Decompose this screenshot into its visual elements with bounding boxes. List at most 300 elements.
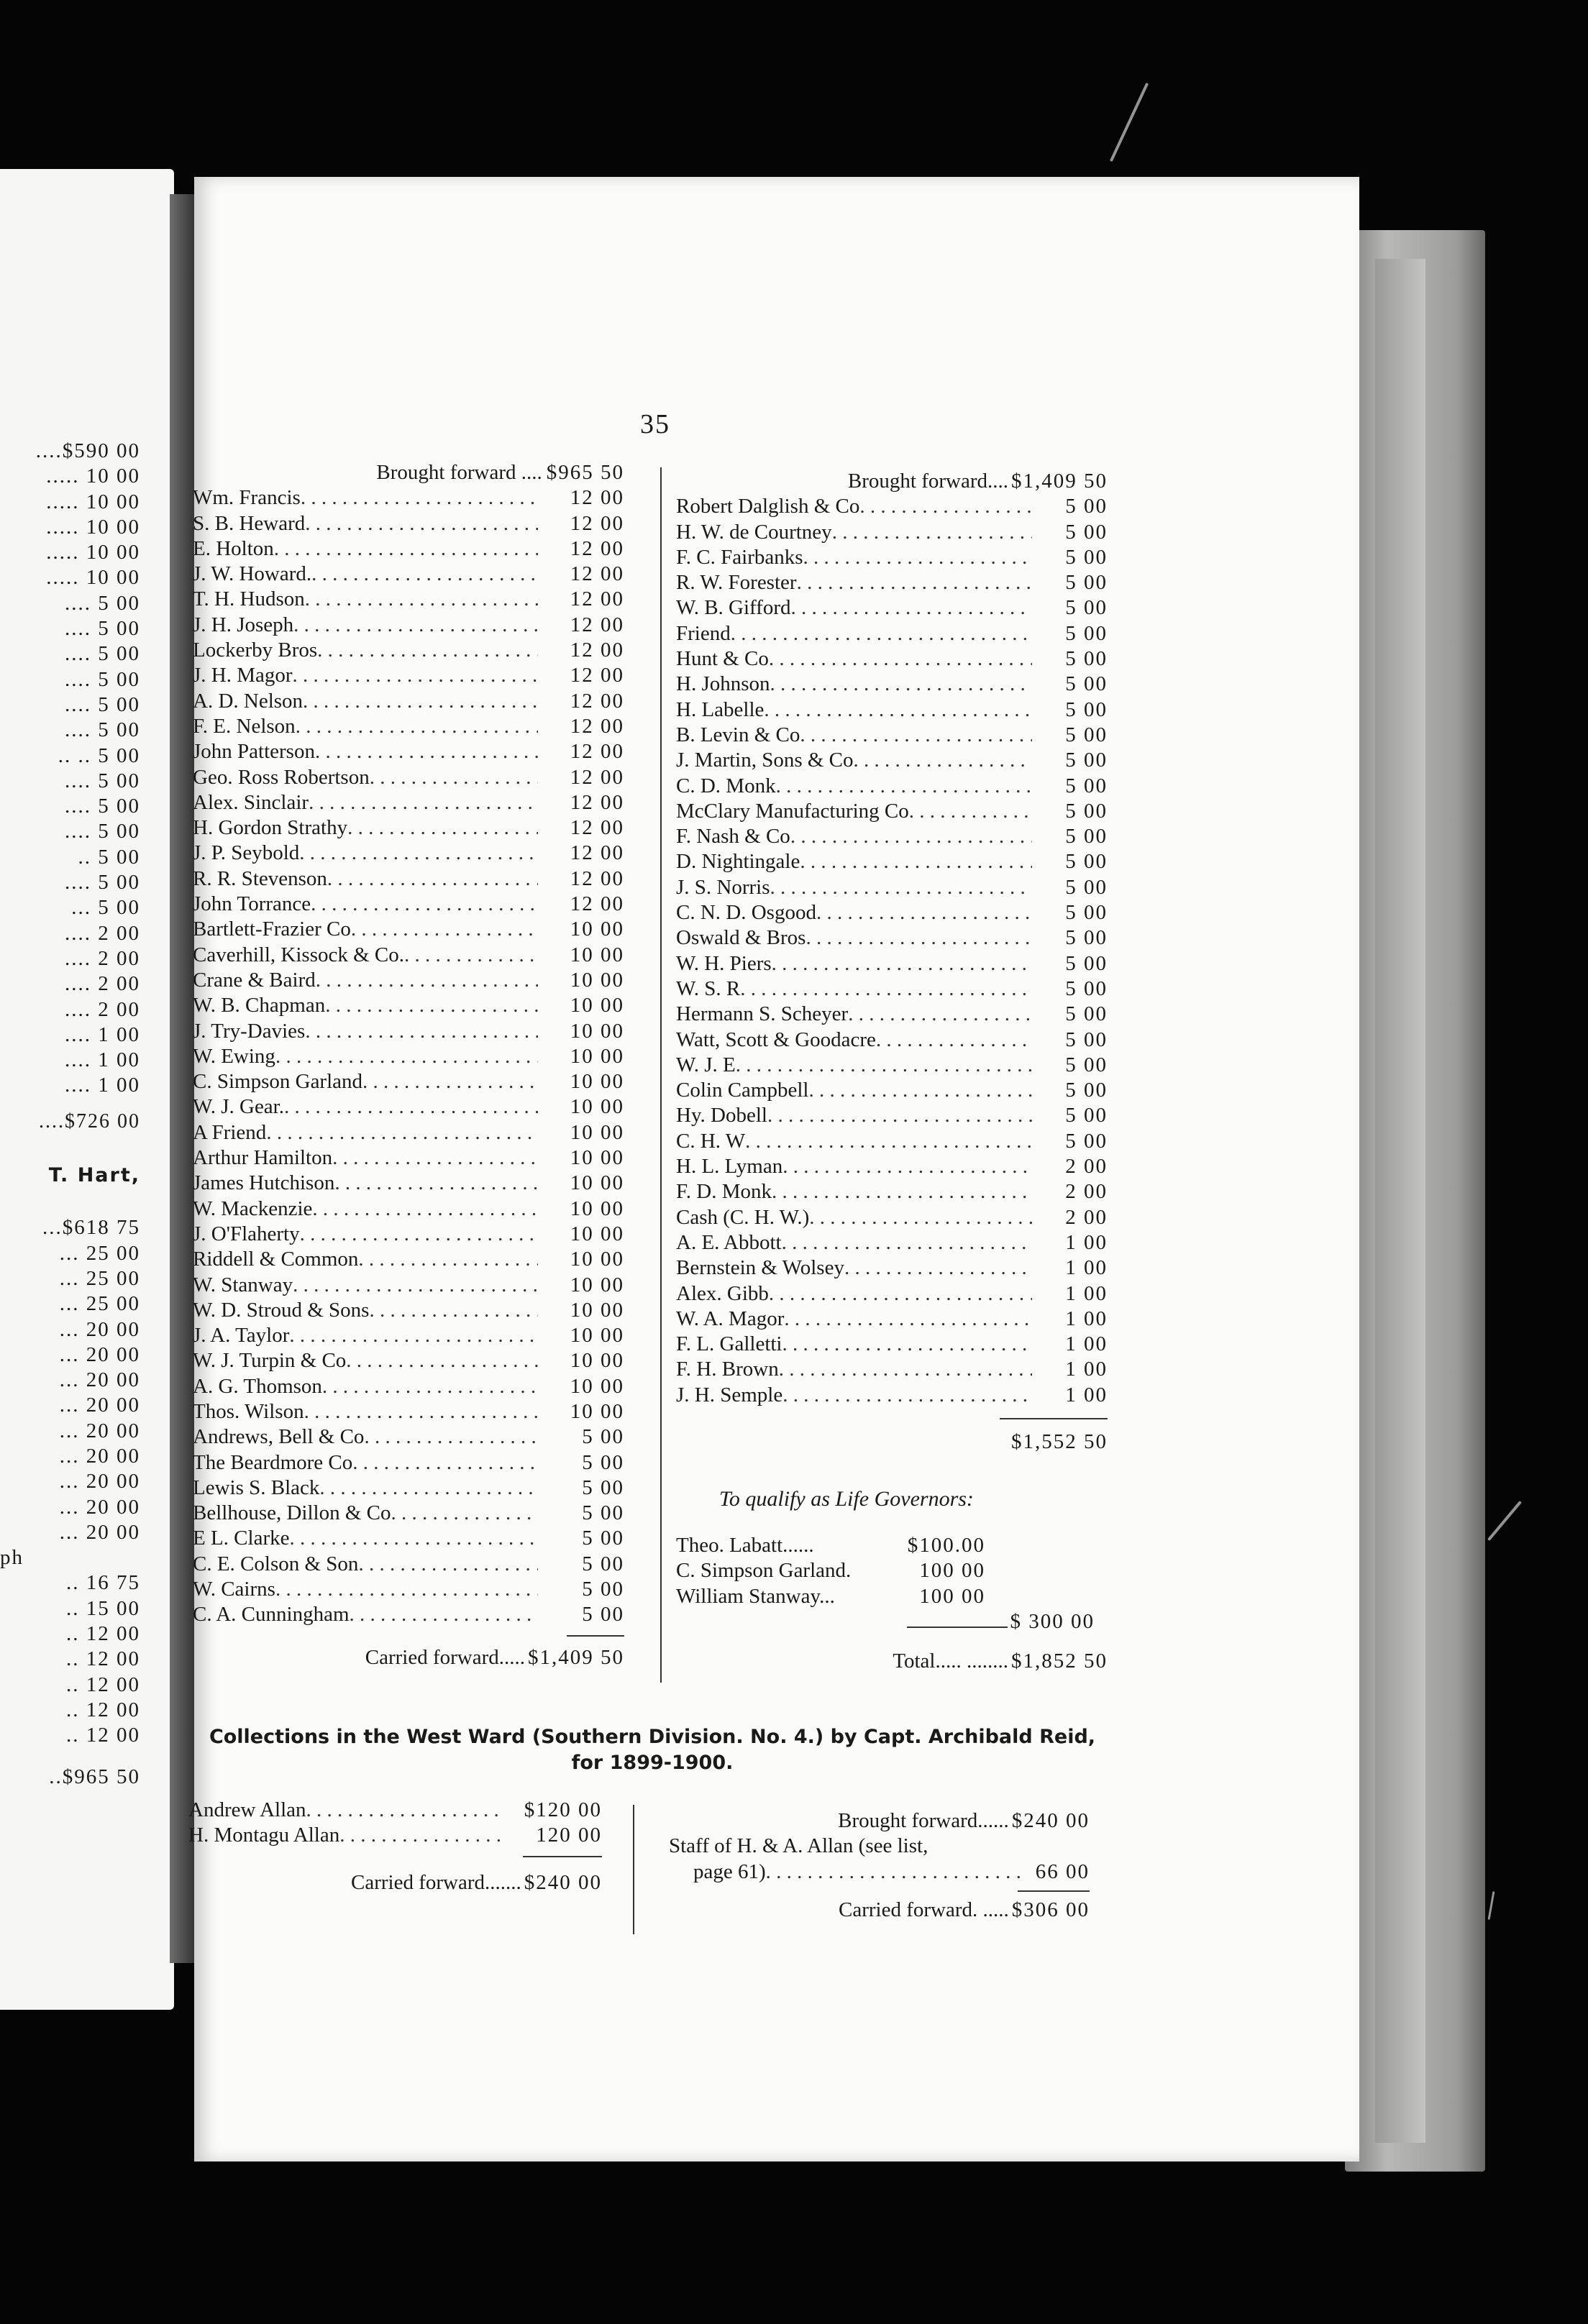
left-fragment-line: ..... 10 00 bbox=[46, 566, 140, 590]
donor-amount: 10 00 bbox=[570, 994, 624, 1017]
left-fragment-line: .. 15 00 bbox=[66, 1596, 140, 1620]
west-ward-right-carried-label: Carried forward. ..... bbox=[839, 1898, 1009, 1921]
left-fragment-line: .... 1 00 bbox=[65, 1023, 140, 1046]
leader-dots bbox=[315, 739, 538, 764]
left-fragment-list bbox=[0, 439, 140, 1099]
left-fragment-line: ... 20 00 bbox=[59, 1368, 140, 1392]
donor-row bbox=[676, 951, 1108, 976]
donor-row bbox=[676, 1103, 1108, 1128]
donor-name: Bartlett-Frazier Co bbox=[193, 918, 351, 941]
donor-name: Andrews, Bell & Co bbox=[193, 1425, 365, 1449]
donor-amount: 10 00 bbox=[570, 1070, 624, 1094]
donor-name: The Beardmore Co bbox=[193, 1450, 353, 1474]
donor-row bbox=[193, 638, 624, 663]
subtotal-amount: $1,552 50 bbox=[1011, 1429, 1108, 1453]
left-fragment-line: .... 5 00 bbox=[65, 871, 140, 895]
donor-name: C. E. Colson & Son bbox=[193, 1552, 359, 1575]
donor-amount: 10 00 bbox=[570, 1095, 624, 1119]
left-fragment-line: .. 12 00 bbox=[66, 1647, 140, 1671]
donor-amount: 10 00 bbox=[570, 1019, 624, 1043]
west-ward-right-rule bbox=[1018, 1890, 1090, 1892]
left-fragment-line: ... 5 00 bbox=[71, 896, 140, 920]
leader-dots bbox=[312, 1197, 538, 1222]
donor-amount: 10 00 bbox=[570, 1349, 624, 1373]
donor-row bbox=[676, 824, 1108, 849]
donor-amount: 5 00 bbox=[1065, 976, 1108, 1000]
left-fragment-line: .... 1 00 bbox=[65, 1048, 140, 1072]
donor-name: H. L. Lyman bbox=[676, 1155, 783, 1179]
leader-dots bbox=[797, 570, 1032, 595]
leader-dots bbox=[358, 1552, 538, 1577]
left-fragment-line: ... 20 00 bbox=[59, 1520, 140, 1544]
leader-dots bbox=[806, 925, 1032, 951]
leader-dots bbox=[782, 1332, 1033, 1357]
donor-amount: 10 00 bbox=[570, 1374, 624, 1398]
left-fragment-line: .. .. 5 00 bbox=[58, 744, 140, 767]
leader-dots bbox=[299, 841, 538, 866]
leader-dots bbox=[266, 1120, 538, 1145]
leader-dots bbox=[844, 1255, 1032, 1281]
donor-amount: 5 00 bbox=[582, 1476, 624, 1499]
donor-name: J. P. Seybold bbox=[193, 841, 300, 865]
brought-forward-row bbox=[676, 469, 1108, 494]
donor-name: W. A. Magor bbox=[676, 1307, 785, 1330]
leader-dots bbox=[346, 1348, 538, 1373]
donor-amount: $120 00 bbox=[524, 1798, 602, 1821]
donor-row bbox=[193, 689, 624, 714]
donor-amount: 5 00 bbox=[1065, 875, 1108, 899]
donor-row bbox=[193, 892, 624, 917]
west-ward-heading-line2: for 1899-1900. bbox=[571, 1752, 734, 1774]
donor-name: J. H. Joseph bbox=[193, 613, 294, 636]
donor-name: J. O'Flaherty bbox=[193, 1222, 300, 1245]
donor-amount: 12 00 bbox=[570, 689, 624, 713]
donor-row bbox=[676, 646, 1108, 672]
donor-amount: 5 00 bbox=[1065, 1104, 1108, 1127]
donor-row bbox=[193, 663, 624, 688]
donor-row bbox=[188, 1823, 602, 1848]
donor-row bbox=[676, 1078, 1108, 1103]
donor-row bbox=[193, 968, 624, 993]
donor-amount: 5 00 bbox=[1065, 1028, 1108, 1051]
left-fragment-line: ... 20 00 bbox=[59, 1419, 140, 1442]
donor-amount: 12 00 bbox=[570, 639, 624, 662]
donor-amount: 10 00 bbox=[570, 1298, 624, 1322]
donor-name: W. J. E bbox=[676, 1053, 736, 1076]
leader-dots bbox=[776, 774, 1032, 799]
donor-name: J. A. Taylor bbox=[193, 1324, 290, 1348]
donor-amount: 5 00 bbox=[1065, 1129, 1108, 1153]
donor-name: Oswald & Bros bbox=[676, 926, 806, 950]
west-ward-right-carried-amount: $306 00 bbox=[1011, 1898, 1090, 1921]
left-fragment-line: ... 20 00 bbox=[59, 1394, 140, 1417]
donor-amount: 10 00 bbox=[570, 943, 624, 966]
donor-name: C. N. D. Osgood bbox=[676, 901, 816, 925]
leader-dots bbox=[772, 951, 1032, 976]
donor-name: F. Nash & Co bbox=[676, 825, 790, 848]
leader-dots bbox=[769, 646, 1032, 672]
donor-amount: 5 00 bbox=[1065, 596, 1108, 620]
donor-row bbox=[193, 1552, 624, 1577]
donor-amount: 12 00 bbox=[570, 511, 624, 535]
left-fragment-heading: T. Hart, bbox=[48, 1164, 140, 1187]
donor-amount: 5 00 bbox=[1065, 697, 1108, 721]
donor-amount: 5 00 bbox=[1065, 545, 1108, 569]
left-fragment-line: ... 20 00 bbox=[59, 1444, 140, 1468]
donor-amount: 5 00 bbox=[1065, 1079, 1108, 1102]
leader-dots bbox=[790, 824, 1032, 849]
leader-dots bbox=[859, 494, 1032, 519]
donor-amount: 12 00 bbox=[570, 790, 624, 814]
leader-dots bbox=[352, 1450, 538, 1476]
leader-dots bbox=[284, 1094, 538, 1120]
left-fragment-line: ... 25 00 bbox=[59, 1241, 140, 1265]
donor-amount: 10 00 bbox=[570, 1171, 624, 1195]
donor-name: R. R. Stevenson bbox=[193, 866, 327, 890]
donor-row bbox=[676, 976, 1108, 1002]
donor-amount: 5 00 bbox=[1065, 647, 1108, 671]
donor-name: Alex. Gibb bbox=[676, 1281, 769, 1305]
donor-amount: 10 00 bbox=[570, 1222, 624, 1245]
donor-amount: 12 00 bbox=[570, 765, 624, 789]
left-fragment-line: .... 5 00 bbox=[65, 591, 140, 615]
left-fragment-line: ... 25 00 bbox=[59, 1266, 140, 1290]
donor-row bbox=[193, 815, 624, 841]
grand-total-row bbox=[676, 1649, 1108, 1674]
donor-row bbox=[193, 536, 624, 562]
donor-row bbox=[676, 774, 1108, 799]
leader-dots bbox=[782, 1230, 1032, 1255]
west-ward-left-column bbox=[188, 1798, 602, 1895]
life-governor-name: C. Simpson Garland. bbox=[676, 1559, 852, 1583]
left-fragment-line: .... 2 00 bbox=[65, 972, 140, 996]
donor-amount: 5 00 bbox=[582, 1578, 624, 1601]
donor-amount: 5 00 bbox=[582, 1552, 624, 1575]
donor-name: Friend bbox=[676, 621, 731, 645]
donor-row bbox=[676, 570, 1108, 595]
life-governor-row bbox=[676, 1533, 985, 1558]
donor-amount: 5 00 bbox=[1065, 825, 1108, 848]
donor-row bbox=[193, 943, 624, 968]
donor-row bbox=[193, 765, 624, 790]
scratch-mark bbox=[1110, 83, 1149, 162]
donor-row bbox=[676, 1028, 1108, 1053]
left-fragment-column bbox=[0, 439, 140, 1790]
donor-name: Hunt & Co bbox=[676, 647, 769, 671]
leader-dots bbox=[809, 1205, 1032, 1230]
left-fragment-line: .... 1 00 bbox=[65, 1074, 140, 1097]
subtotal-row bbox=[676, 1429, 1108, 1455]
west-ward-staff-amount: 66 00 bbox=[1035, 1859, 1090, 1883]
donor-row bbox=[193, 1247, 624, 1272]
leader-dots bbox=[832, 520, 1032, 545]
brought-forward-label: Brought forward .... bbox=[376, 461, 542, 484]
donor-name: James Hutchison bbox=[193, 1171, 335, 1195]
donor-row bbox=[193, 790, 624, 815]
life-governor-row bbox=[676, 1584, 985, 1609]
leader-dots bbox=[311, 892, 538, 917]
donor-list-right bbox=[676, 494, 1108, 1408]
life-governors-rule bbox=[907, 1627, 1008, 1628]
donor-row bbox=[676, 1357, 1108, 1382]
west-ward-staff-line1: Staff of H. & A. Allan (see list, bbox=[669, 1834, 928, 1858]
leader-dots bbox=[876, 1028, 1032, 1053]
donor-row bbox=[193, 1374, 624, 1399]
left-fragment-line: .. 12 00 bbox=[66, 1622, 140, 1646]
donor-row bbox=[676, 621, 1108, 646]
donor-amount: 5 00 bbox=[1065, 1002, 1108, 1026]
donor-amount: 2 00 bbox=[1065, 1180, 1108, 1204]
left-fragment-line: ...$618 75 bbox=[42, 1216, 140, 1240]
leader-dots bbox=[289, 1526, 538, 1551]
donor-amount: 5 00 bbox=[582, 1501, 624, 1525]
donor-amount: 5 00 bbox=[582, 1527, 624, 1550]
donor-name: John Patterson bbox=[193, 740, 315, 764]
donor-amount: 12 00 bbox=[570, 892, 624, 916]
left-fragment-line: .. 5 00 bbox=[78, 845, 140, 869]
left-fragment-line: ... 20 00 bbox=[59, 1470, 140, 1493]
donor-amount: 10 00 bbox=[570, 1324, 624, 1348]
left-fragment-line: ..... 10 00 bbox=[46, 465, 140, 488]
leader-dots bbox=[322, 1374, 538, 1399]
donor-row bbox=[193, 841, 624, 866]
donor-amount: 5 00 bbox=[1065, 723, 1108, 746]
leader-dots bbox=[769, 1281, 1032, 1307]
west-ward-right-brought-row bbox=[669, 1808, 1090, 1834]
donor-name: W. Cairns bbox=[193, 1578, 275, 1601]
donor-amount: 5 00 bbox=[1065, 799, 1108, 823]
leader-dots bbox=[391, 1501, 539, 1526]
donor-name: W. B. Chapman bbox=[193, 994, 326, 1017]
carried-forward-amount: $1,409 50 bbox=[528, 1645, 624, 1669]
leader-dots bbox=[848, 1002, 1032, 1027]
donor-amount: 12 00 bbox=[570, 816, 624, 840]
donor-amount: 10 00 bbox=[570, 1273, 624, 1296]
donor-amount: 10 00 bbox=[570, 1248, 624, 1271]
donor-row bbox=[193, 1399, 624, 1424]
leader-dots bbox=[306, 1798, 506, 1823]
leader-dots bbox=[782, 1154, 1032, 1179]
donor-amount: 1 00 bbox=[1065, 1358, 1108, 1381]
donor-row bbox=[193, 1526, 624, 1551]
grand-total-label: Total..... ........ bbox=[893, 1650, 1008, 1673]
donor-name: F. D. Monk bbox=[676, 1180, 772, 1204]
leader-dots bbox=[334, 1171, 538, 1196]
donor-amount: 12 00 bbox=[570, 740, 624, 764]
leader-dots bbox=[362, 1069, 538, 1094]
donor-row bbox=[193, 714, 624, 739]
donor-amount: 5 00 bbox=[1065, 901, 1108, 925]
leader-dots bbox=[364, 1424, 538, 1450]
life-governor-name: William Stanway... bbox=[676, 1584, 835, 1608]
donor-name: W. D. Stroud & Sons bbox=[193, 1298, 370, 1322]
west-ward-right-brought-amount: $240 00 bbox=[1011, 1809, 1090, 1832]
donor-row bbox=[676, 799, 1108, 824]
donor-name: Watt, Scott & Goodacre bbox=[676, 1028, 876, 1051]
donor-name: H. Montagu Allan bbox=[188, 1824, 340, 1847]
donor-row bbox=[193, 1273, 624, 1298]
donor-row bbox=[676, 1332, 1108, 1357]
donor-row bbox=[193, 562, 624, 587]
brought-forward-amount: $1,409 50 bbox=[1011, 470, 1108, 493]
donor-amount: 10 00 bbox=[570, 968, 624, 992]
donor-row bbox=[676, 1255, 1108, 1281]
leader-dots bbox=[370, 765, 538, 790]
donor-row bbox=[193, 1298, 624, 1323]
donor-name: Crane & Baird bbox=[193, 968, 316, 992]
donor-name: Geo. Ross Robertson bbox=[193, 765, 370, 789]
west-ward-heading bbox=[188, 1724, 1116, 1776]
donor-name: D. Nightingale bbox=[676, 850, 800, 874]
left-fragment-list-2 bbox=[0, 1215, 140, 1545]
donor-row bbox=[193, 1577, 624, 1602]
donor-amount: 10 00 bbox=[570, 1044, 624, 1068]
donor-row bbox=[193, 1476, 624, 1501]
donor-row bbox=[676, 1307, 1108, 1332]
donor-name: F. H. Brown bbox=[676, 1358, 779, 1381]
donor-name: J. W. Howard. bbox=[193, 562, 312, 586]
leader-dots bbox=[305, 511, 538, 536]
donor-row bbox=[676, 1129, 1108, 1154]
donor-row bbox=[193, 1197, 624, 1222]
donor-name: E L. Clarke bbox=[193, 1527, 290, 1550]
donor-row bbox=[193, 1019, 624, 1044]
left-fragment-line: .... 2 00 bbox=[65, 946, 140, 970]
left-fragment-line: .... 5 00 bbox=[65, 795, 140, 818]
subtotal-rule bbox=[567, 1635, 624, 1637]
left-fragment-line: .... 5 00 bbox=[65, 769, 140, 792]
donor-name: W. J. Turpin & Co bbox=[193, 1349, 347, 1373]
left-fragment-line: ... 20 00 bbox=[59, 1317, 140, 1341]
leader-dots bbox=[740, 976, 1032, 1002]
donor-amount: 1 00 bbox=[1065, 1307, 1108, 1330]
donor-name: J. Martin, Sons & Co bbox=[676, 749, 854, 772]
west-ward-left-carried-amount: $240 00 bbox=[524, 1870, 602, 1894]
left-fragment-line: .. 12 00 bbox=[66, 1673, 140, 1696]
donor-row bbox=[193, 1222, 624, 1247]
left-fragment-line: ... 20 00 bbox=[59, 1495, 140, 1519]
donor-amount: 5 00 bbox=[1065, 774, 1108, 797]
donor-name: J. S. Norris bbox=[676, 875, 770, 899]
donor-amount: 12 00 bbox=[570, 841, 624, 865]
donor-row bbox=[676, 900, 1108, 925]
donor-row bbox=[193, 587, 624, 612]
donor-amount: 5 00 bbox=[1065, 850, 1108, 874]
donor-amount: 12 00 bbox=[570, 562, 624, 586]
left-fragment-line: .... 5 00 bbox=[65, 642, 140, 666]
leader-dots bbox=[275, 1577, 538, 1602]
leader-dots bbox=[305, 1019, 538, 1044]
left-fragment-line: ....$590 00 bbox=[35, 439, 140, 462]
donor-name: J. H. Semple bbox=[676, 1383, 783, 1406]
donor-amount: 5 00 bbox=[1065, 951, 1108, 975]
leader-dots bbox=[772, 1179, 1032, 1204]
donor-name: B. Levin & Co bbox=[676, 723, 800, 746]
leader-dots bbox=[358, 1247, 538, 1272]
donor-name: Riddell & Common bbox=[193, 1248, 359, 1271]
leader-dots bbox=[784, 1307, 1032, 1332]
donor-row bbox=[193, 1145, 624, 1171]
leader-dots bbox=[332, 1145, 538, 1171]
donor-name: A. D. Nelson bbox=[193, 689, 304, 713]
donor-row bbox=[676, 849, 1108, 874]
leader-dots bbox=[791, 595, 1033, 621]
donor-name: Andrew Allan bbox=[188, 1798, 306, 1821]
donor-name: W. Stanway bbox=[193, 1273, 293, 1296]
leader-dots bbox=[289, 1323, 538, 1348]
donor-amount: 10 00 bbox=[570, 1399, 624, 1423]
leader-dots bbox=[745, 1129, 1032, 1154]
donor-amount: 120 00 bbox=[536, 1824, 602, 1847]
donor-name: E. Holton bbox=[193, 536, 274, 560]
donor-row bbox=[676, 1230, 1108, 1255]
leader-dots bbox=[325, 993, 538, 1018]
donor-amount: 10 00 bbox=[570, 1146, 624, 1170]
donor-row bbox=[676, 1205, 1108, 1230]
west-ward-right-column bbox=[669, 1808, 1090, 1923]
left-fragment-line: .... 2 00 bbox=[65, 921, 140, 945]
leader-dots bbox=[327, 866, 538, 892]
donor-amount: 10 00 bbox=[570, 918, 624, 941]
donor-name: Caverhill, Kissock & Co. bbox=[193, 943, 405, 966]
donor-row bbox=[193, 1348, 624, 1373]
donor-name: Lewis S. Black bbox=[193, 1476, 320, 1499]
donor-amount: 1 00 bbox=[1065, 1256, 1108, 1280]
donor-name: H. Johnson bbox=[676, 672, 770, 696]
leader-dots bbox=[816, 900, 1032, 925]
leader-dots bbox=[304, 1399, 538, 1424]
donor-amount: 5 00 bbox=[1065, 520, 1108, 544]
west-ward-left-carried-label: Carried forward....... bbox=[351, 1870, 521, 1894]
life-governors-block bbox=[676, 1533, 1108, 1674]
life-governors-heading: To qualify as Life Governors: bbox=[719, 1487, 974, 1511]
leader-dots bbox=[293, 663, 538, 688]
leader-dots bbox=[300, 1222, 538, 1247]
leader-dots bbox=[782, 1383, 1032, 1408]
leader-dots bbox=[800, 849, 1032, 874]
left-fragment-line: .. 12 00 bbox=[66, 1724, 140, 1747]
grand-total-amount: $1,852 50 bbox=[1011, 1650, 1108, 1673]
donor-row bbox=[676, 697, 1108, 723]
donor-row bbox=[193, 1450, 624, 1476]
leader-dots bbox=[305, 587, 538, 612]
leader-dots bbox=[347, 815, 538, 841]
donor-name: R. W. Forester bbox=[676, 571, 797, 595]
donor-name: A. G. Thomson bbox=[193, 1374, 322, 1398]
west-ward-right-carried-row bbox=[669, 1898, 1090, 1923]
donor-row bbox=[193, 1323, 624, 1348]
life-governor-amount: $100.00 bbox=[907, 1534, 985, 1557]
scratch-mark bbox=[1488, 1891, 1495, 1920]
donor-row bbox=[193, 866, 624, 892]
leader-dots bbox=[303, 689, 538, 714]
donor-amount: 12 00 bbox=[570, 613, 624, 636]
left-fragment-line: ... 20 00 bbox=[59, 1342, 140, 1366]
scratch-mark bbox=[1487, 1501, 1522, 1541]
leader-dots bbox=[767, 1103, 1032, 1128]
west-ward-column-divider bbox=[633, 1805, 634, 1934]
leader-dots bbox=[779, 1357, 1032, 1382]
donor-name: J. Try-Davies bbox=[193, 1019, 306, 1043]
donor-row bbox=[193, 1120, 624, 1145]
donor-name: W. Mackenzie bbox=[193, 1197, 313, 1220]
west-ward-staff-line2: page 61) bbox=[693, 1859, 766, 1883]
donor-name: H. Gordon Strathy bbox=[193, 816, 348, 840]
west-ward-left-rule bbox=[523, 1856, 602, 1857]
donor-row bbox=[193, 613, 624, 638]
donor-row bbox=[676, 595, 1108, 621]
life-governor-amount: 100 00 bbox=[919, 1584, 985, 1608]
